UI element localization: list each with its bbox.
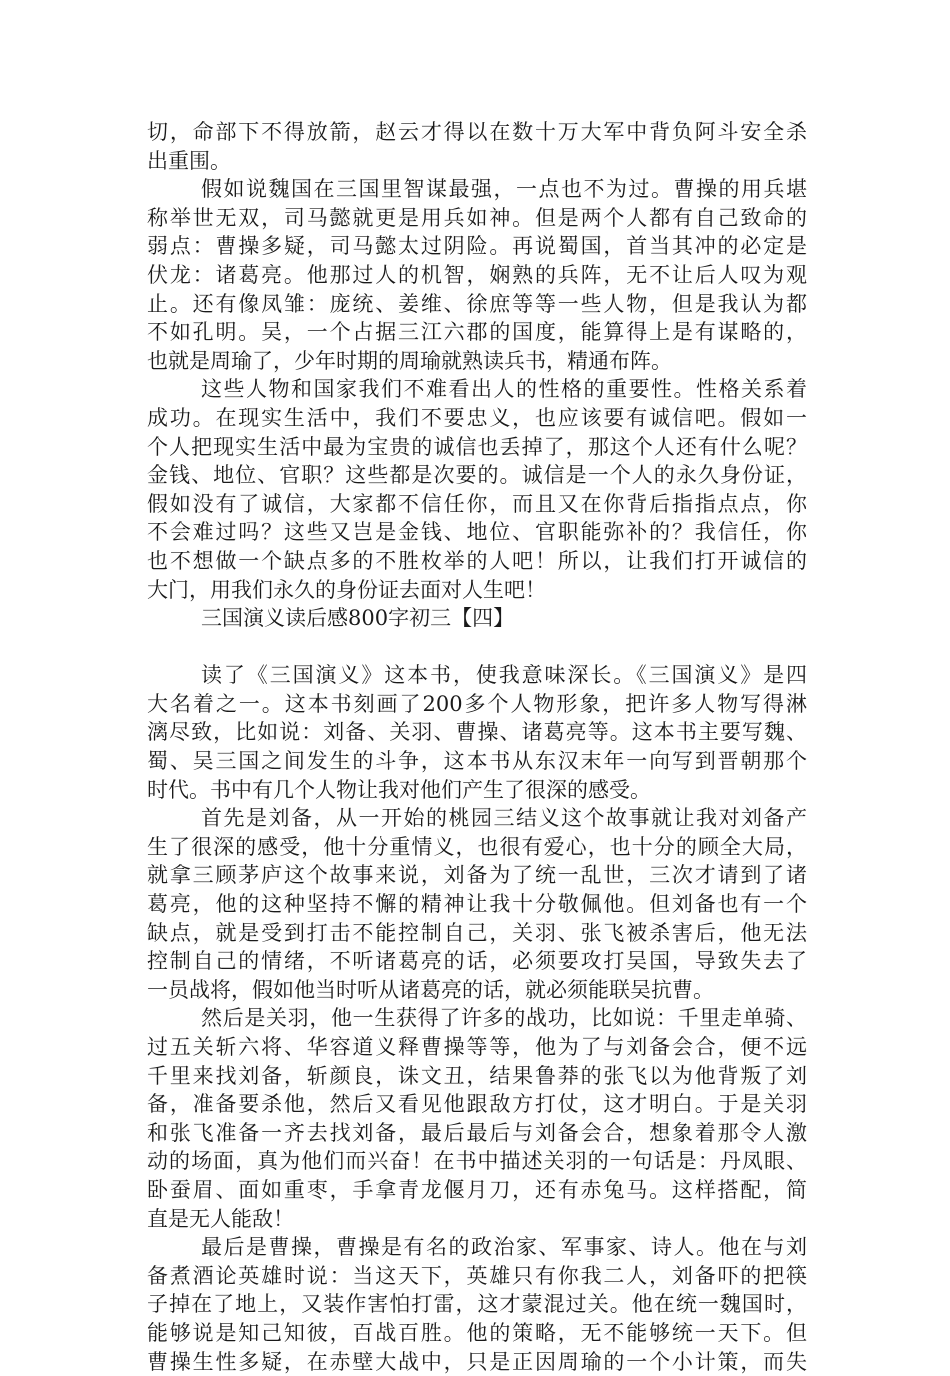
text-line: 时代。书中有几个人物让我对他们产生了很深的感受。: [147, 777, 651, 802]
text-line: 假如没有了诚信，大家都不信任你，而且又在你背后指指点点，你: [147, 491, 807, 516]
paragraph: [147, 1233, 807, 1376]
text-line: 金钱、地位、官职？这些都是次要的。诚信是一个人的永久身份证，: [147, 463, 807, 488]
text-line: 曹操生性多疑，在赤壁大战中，只是正因周瑜的一个小计策，而失: [147, 1349, 807, 1374]
text-line: 不如孔明。吴，一个占据三江六郡的国度，能算得上是有谋略的，: [147, 320, 807, 345]
document-body: [147, 118, 807, 1376]
text-line: 漓尽致，比如说：刘备、关羽、曹操、诸葛亮等。这本书主要写魏、: [147, 720, 807, 745]
text-line: 出重围。: [147, 148, 231, 173]
text-line: 葛亮，他的这种坚持不懈的精神让我十分敬佩他。但刘备也有一个: [147, 892, 807, 917]
text-line: 备，准备要杀他，然后又看见他跟敌方打仗，这才明白。于是关羽: [147, 1092, 807, 1117]
text-line: 称举世无双，司马懿就更是用兵如神。但是两个人都有自己致命的: [147, 205, 807, 230]
text-line: 最后是曹操，曹操是有名的政治家、军事家、诗人。他在与刘: [201, 1235, 807, 1260]
text-line: 弱点：曹操多疑，司马懿太过阴险。再说蜀国，首当其冲的必定是: [147, 234, 807, 259]
paragraph: [147, 1004, 807, 1233]
paragraph: [147, 175, 807, 375]
text-line: 不会难过吗？这些又岂是金钱、地位、官职能弥补的？我信任，你: [147, 520, 807, 545]
text-line: 切，命部下不得放箭，赵云才得以在数十万大军中背负阿斗安全杀: [147, 120, 807, 144]
blank-line: [147, 633, 807, 662]
text-line: 直是无人能敌！: [147, 1206, 294, 1231]
text-line: 卧蚕眉、面如重枣，手拿青龙偃月刀，还有赤兔马。这样搭配，简: [147, 1177, 807, 1202]
text-line: 大门，用我们永久的身份证去面对人生吧！: [147, 577, 546, 602]
text-line: 伏龙：诸葛亮。他那过人的机智，娴熟的兵阵，无不让后人叹为观: [147, 262, 807, 287]
text-line: 就拿三顾茅庐这个故事来说，刘备为了统一乱世，三次才请到了诸: [147, 863, 807, 888]
text-line: 过五关斩六将、华容道义释曹操等等，他为了与刘备会合，便不远: [147, 1035, 807, 1059]
paragraph: [147, 375, 807, 604]
text-line: 然后是关羽，他一生获得了许多的战功，比如说：千里走单骑、: [201, 1006, 807, 1031]
text-line: 蜀、吴三国之间发生的斗争，这本书从东汉末年一向写到晋朝那个: [147, 749, 807, 774]
text-line: 缺点，就是受到打击不能控制自己，关羽、张飞被杀害后，他无法: [147, 920, 807, 945]
text-line: 和张飞准备一齐去找刘备，最后最后与刘备会合，想象着那令人激: [147, 1120, 807, 1145]
text-line: 假如说魏国在三国里智谋最强，一点也不为过。曹操的用兵堪: [201, 177, 807, 202]
text-line: 千里来找刘备，斩颜良，诛文丑，结果鲁莽的张飞以为他背叛了刘: [147, 1063, 807, 1088]
text-line: 也就是周瑜了，少年时期的周瑜就熟读兵书，精通布阵。: [147, 348, 672, 373]
text-line: 动的场面，真为他们而兴奋！在书中描述关羽的一句话是：丹凤眼、: [147, 1149, 807, 1174]
text-line: 个人把现实生活中最为宝贵的诚信也丢掉了，那这个人还有什么呢？: [147, 434, 807, 459]
paragraph: [147, 661, 807, 804]
text-line: 控制自己的情绪，不听诸葛亮的话，必须要攻打吴国，导致失去了: [147, 949, 807, 974]
text-line: 止。还有像凤雏：庞统、姜维、徐庶等等一些人物，但是我认为都: [147, 291, 807, 316]
paragraph: [147, 118, 807, 175]
text-line: 读了《三国演义》这本书，使我意味深长。《三国演义》是四: [201, 663, 807, 688]
section-heading: 三国演义读后感800字初三【四】: [201, 606, 515, 631]
text-line: 能够说是知己知彼，百战百胜。他的策略，无不能够统一天下。但: [147, 1320, 807, 1345]
text-line: 也不想做一个缺点多的不胜枚举的人吧！所以，让我们打开诚信的: [147, 548, 807, 573]
text-line: 成功。在现实生活中，我们不要忠义，也应该要有诚信吧。假如一: [147, 405, 807, 430]
text-line: 子掉在了地上，又装作害怕打雷，这才蒙混过关。他在统一魏国时，: [147, 1292, 807, 1317]
text-line: 首先是刘备，从一开始的桃园三结义这个故事就让我对刘备产: [201, 806, 807, 831]
paragraph: [147, 804, 807, 1004]
text-line: 一员战将，假如他当时听从诸葛亮的话，就必须能联吴抗曹。: [147, 977, 714, 1002]
text-line: 这些人物和国家我们不难看出人的性格的重要性。性格关系着: [201, 377, 807, 402]
text-line: 备煮酒论英雄时说：当这天下，英雄只有你我二人，刘备吓的把筷: [147, 1263, 807, 1288]
text-line: 大名着之一。这本书刻画了200多个人物形象，把许多人物写得淋: [147, 691, 807, 716]
text-line: 生了很深的感受，他十分重情义，也很有爱心，也十分的顾全大局，: [147, 834, 807, 859]
